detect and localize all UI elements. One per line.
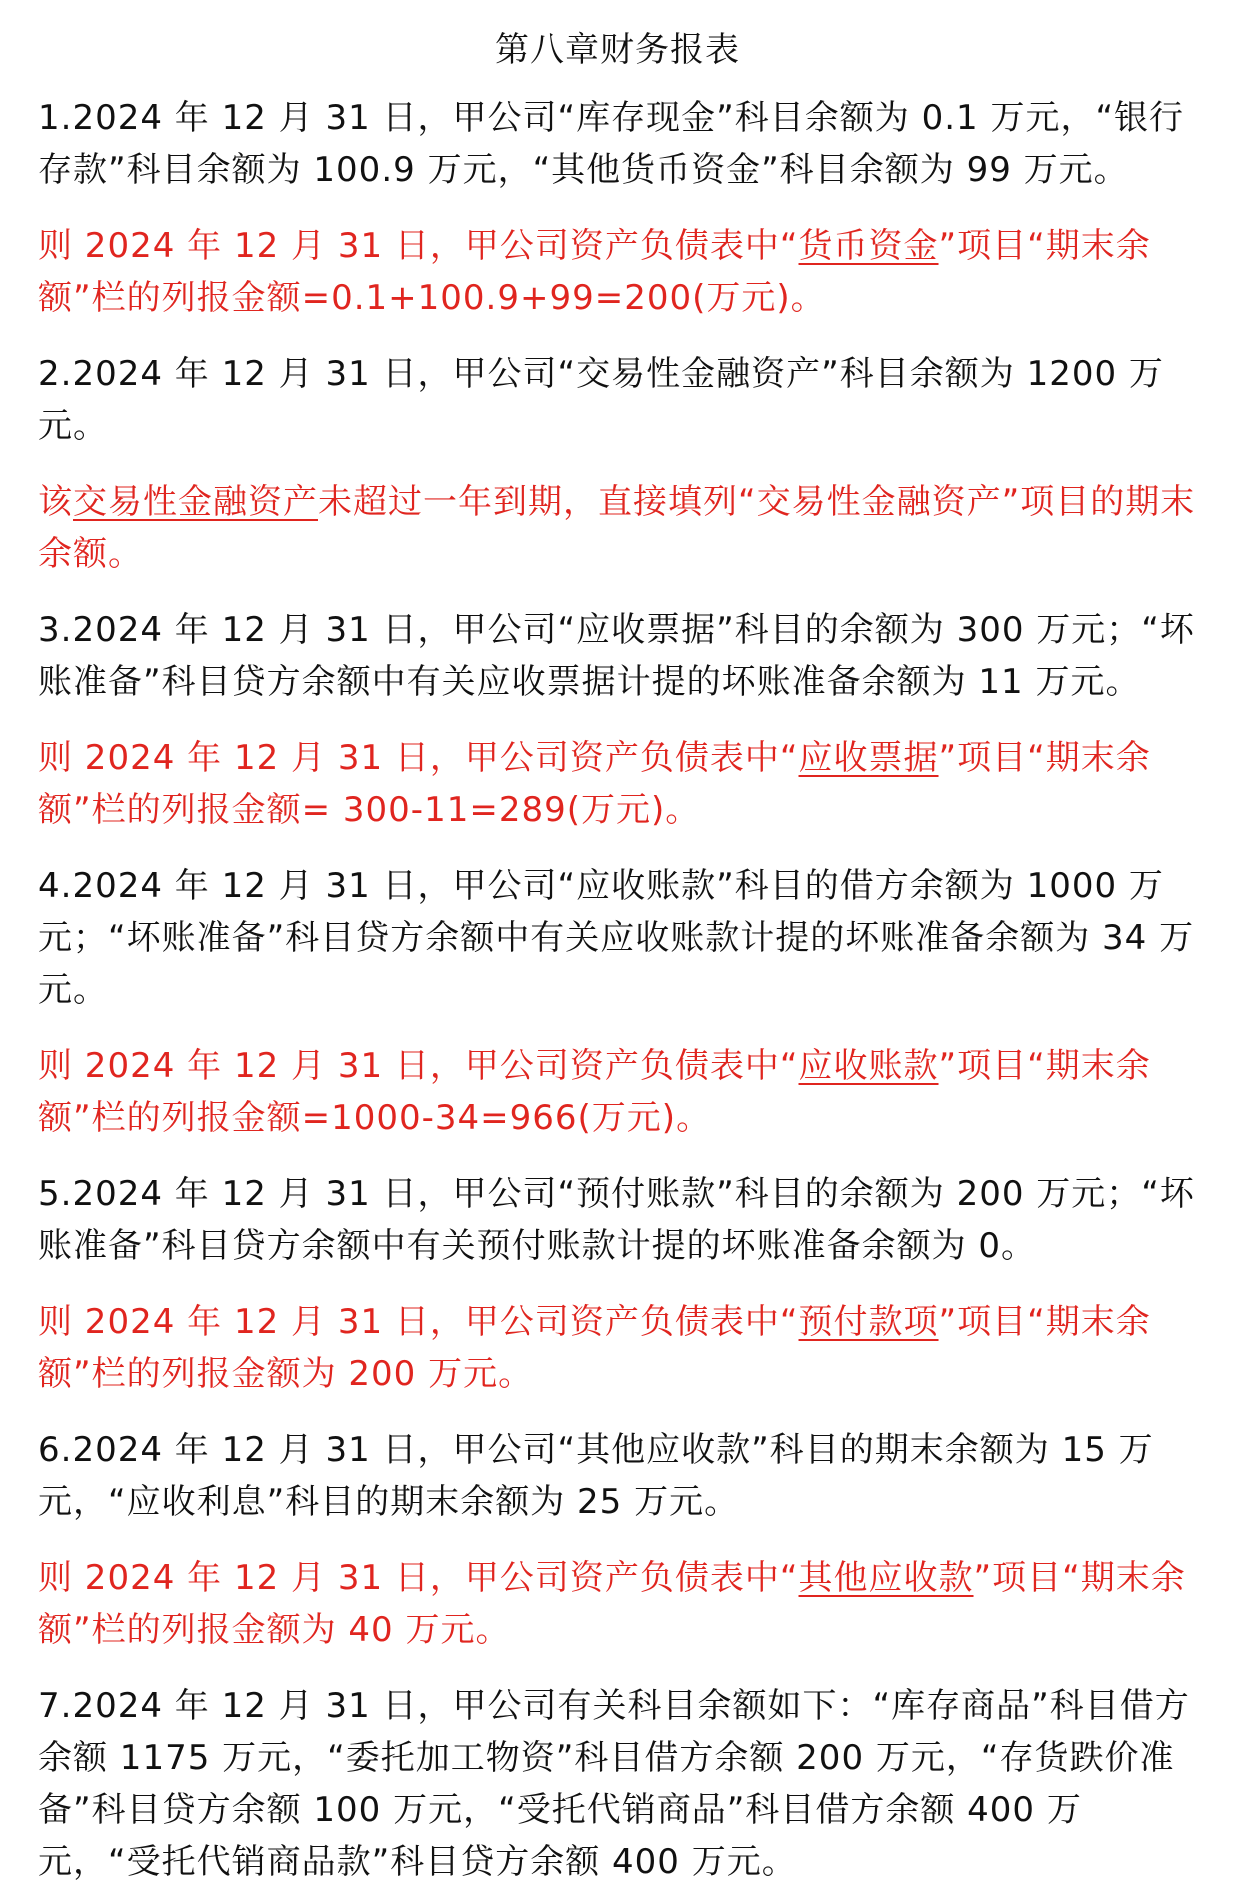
question-6: 6.2024 年 12 月 31 日，甲公司“其他应收款”科目的期末余额为 15 万元，“应收利息”科目的期末余额为 25 万元。 [38, 1430, 1154, 1522]
answer-4-text: 则 2024 年 12 月 31 日，甲公司资产负债表中“ [38, 1046, 799, 1086]
answer-5-term: 预付款项 [798, 1302, 939, 1342]
answer-5-text: ”项目“期末余额”栏的列报金额为 200 万元。 [38, 1302, 1151, 1394]
answer-2-text: 该 [38, 482, 73, 522]
question-2: 2.2024 年 12 月 31 日，甲公司“交易性金融资产”科目余额为 1200 万元。 [38, 354, 1164, 446]
answer-5-text: 则 2024 年 12 月 31 日，甲公司资产负债表中“ [38, 1302, 799, 1342]
answer-2 [38, 476, 1197, 580]
answer-3-text: ”项目“期末余额”栏的列报金额= 300-11=289(万元)。 [38, 738, 1151, 830]
answer-2-term: 交易性金融资产 [73, 482, 318, 522]
question-7: 7.2024 年 12 月 31 日，甲公司有关科目余额如下：“库存商品”科目借方余额 1175 万元，“委托加工物资”科目借方余额 200 万元，“存货跌价准备”科目贷方余额 100 万元，“受托代销商品”科目借方余额 400 万元，“受托代销商品款”科目贷方余额 400 万元。 [38, 1686, 1190, 1882]
question-5: 5.2024 年 12 月 31 日，甲公司“预付账款”科目的余额为 200 万元；“坏账准备”科目贷方余额中有关预付账款计提的坏账准备余额为 0。 [38, 1174, 1195, 1266]
answer-4-term: 应收账款 [798, 1046, 939, 1086]
answer-6 [38, 1552, 1197, 1656]
chapter-title: 第八章财务报表 [495, 30, 740, 70]
answer-5 [38, 1296, 1197, 1400]
answer-6-term: 其他应收款 [798, 1558, 974, 1598]
answer-1 [38, 220, 1197, 324]
question-3: 3.2024 年 12 月 31 日，甲公司“应收票据”科目的余额为 300 万元；“坏账准备”科目贷方余额中有关应收票据计提的坏账准备余额为 11 万元。 [38, 610, 1195, 702]
answer-3 [38, 732, 1197, 836]
answer-3-term: 应收票据 [798, 738, 939, 778]
answer-2-text: 未超过一年到期，直接填列“交易性金融资产”项目的期末余额。 [38, 482, 1196, 574]
answer-6-text: 则 2024 年 12 月 31 日，甲公司资产负债表中“ [38, 1558, 799, 1598]
answer-1-text: 则 2024 年 12 月 31 日，甲公司资产负债表中“ [38, 226, 799, 266]
answer-6-text: ”项目“期末余额”栏的列报金额为 40 万元。 [38, 1558, 1186, 1650]
answer-3-text: 则 2024 年 12 月 31 日，甲公司资产负债表中“ [38, 738, 799, 778]
answer-4-text: ”项目“期末余额”栏的列报金额=1000-34=966(万元)。 [38, 1046, 1151, 1138]
answer-1-term: 货币资金 [798, 226, 939, 266]
answer-1-text: ”项目“期末余额”栏的列报金额=0.1+100.9+99=200(万元)。 [38, 226, 1151, 318]
question-4: 4.2024 年 12 月 31 日，甲公司“应收账款”科目的借方余额为 1000 万元；“坏账准备”科目贷方余额中有关应收账款计提的坏账准备余额为 34 万元。 [38, 866, 1195, 1010]
answer-4 [38, 1040, 1197, 1144]
question-1: 1.2024 年 12 月 31 日，甲公司“库存现金”科目余额为 0.1 万元，“银行存款”科目余额为 100.9 万元，“其他货币资金”科目余额为 99 万元。 [38, 98, 1185, 190]
